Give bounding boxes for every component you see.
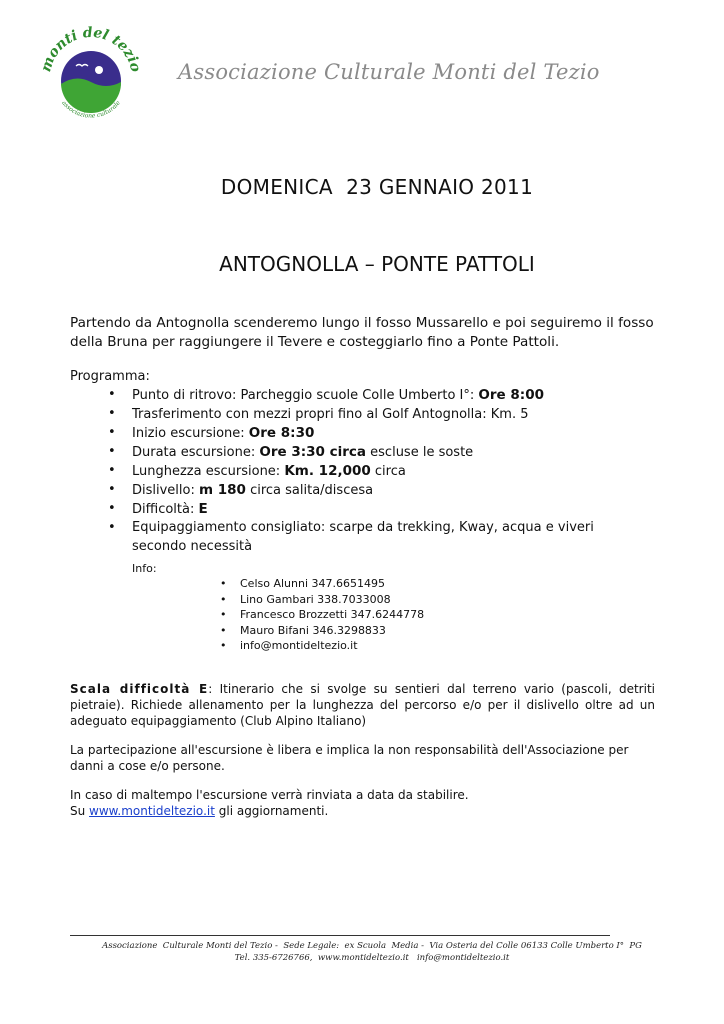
difficulty-scale-label: Scala difficoltà E [70, 682, 209, 696]
footer-contacts: Tel. 335-6726766, www.montideltezio.it info@montideltezio.it [234, 953, 510, 963]
program-item-transfer: • Trasferimento con mezzi propri fino al Golf Antognolla: Km. 5 [90, 405, 670, 424]
program-list [90, 386, 670, 556]
program-item-elevation: • Dislivello: m 180 circa salita/discesa [90, 481, 670, 500]
info-contact-list [210, 576, 424, 654]
event-date-heading: DOMENICA 23 GENNAIO 2011 [220, 175, 534, 199]
program-item-equipment: • Equipaggiamento consigliato: scarpe da trekking, Kway, acqua e viveri secondo necessità [90, 519, 670, 556]
program-item-meeting-point: • Punto di ritrovo: Parcheggio scuole Colle Umberto I°: Ore 8:00 [90, 386, 670, 405]
contact-item: • Mauro Bifani 346.3298833 [210, 623, 424, 639]
website-link[interactable]: www.montideltezio.it [89, 804, 215, 818]
weather-paragraph: In caso di maltempo l'escursione verrà rinviata a data da stabilire. Su www.montideltezio.it gli aggiornamenti. [70, 788, 469, 818]
contact-email: • info@montideltezio.it [210, 638, 424, 654]
logo-sun-icon [95, 66, 103, 74]
footer-address: Associazione Culturale Monti del Tezio - Sede Legale: ex Scuola Media - Via Osteria del Colle 06133 Colle Umberto I° PG [102, 941, 642, 951]
association-logo [36, 26, 146, 132]
participation-paragraph: La partecipazione all'escursione è libera e implica la non responsabilità dell'Associazione per danni a cose e/o persone. [70, 743, 629, 773]
program-item-length: • Lunghezza escursione: Km. 12,000 circa [90, 462, 670, 481]
contact-item: • Francesco Brozzetti 347.6244778 [210, 607, 424, 623]
event-intro-paragraph: Partendo da Antognolla scenderemo lungo il fosso Mussarello e poi seguiremo il fosso della Bruna per raggiungere il Tevere e costeggiarlo fino a Ponte Pattoli. [70, 315, 654, 350]
event-route-heading: ANTOGNOLLA – PONTE PATTOLI [219, 252, 535, 276]
program-item-start: • Inizio escursione: Ore 8:30 [90, 424, 670, 443]
logo-name-text: monti del tezio [38, 26, 144, 74]
info-label: Info: [132, 562, 157, 575]
association-title: Associazione Culturale Monti del Tezio [178, 60, 600, 84]
difficulty-scale-paragraph: Scala difficoltà E: Itinerario che si svolge su sentieri dal terreno vario (pascoli, detriti pietraie). Richiede allenamento per la lunghezza del percorso e/o per il dislivello oltre ad un adeguato equipaggiamento (Club Alpino Italiano) [70, 682, 655, 728]
program-item-difficulty: • Difficoltà: E [90, 500, 670, 519]
footer-divider [70, 935, 610, 936]
logo-subtitle-text: associazione culturale [60, 99, 122, 120]
contact-item: • Celso Alunni 347.6651495 [210, 576, 424, 592]
program-item-duration: • Durata escursione: Ore 3:30 circa escluse le soste [90, 443, 670, 462]
program-label: Programma: [70, 369, 150, 384]
contact-item: • Lino Gambari 338.7033008 [210, 592, 424, 608]
